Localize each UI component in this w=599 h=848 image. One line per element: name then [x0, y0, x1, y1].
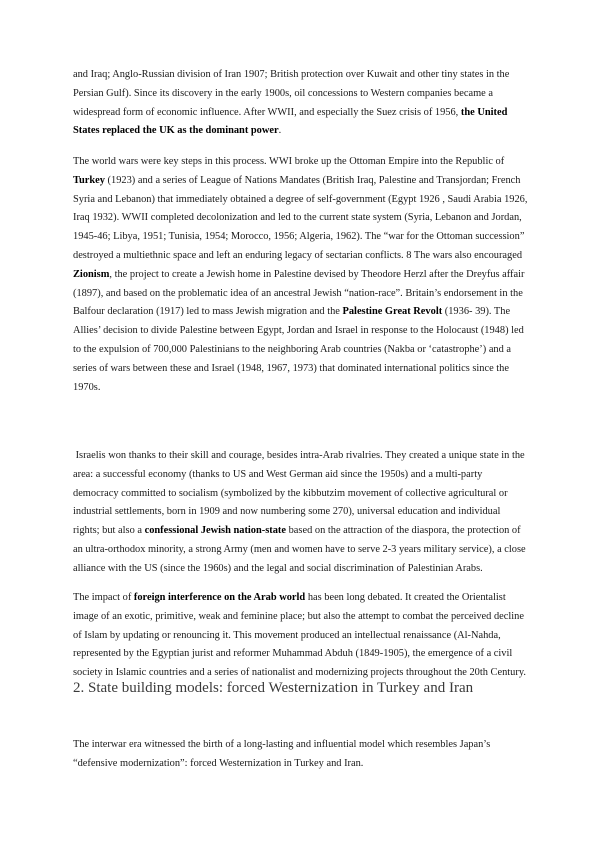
text-run: and Iraq; Anglo-Russian division of Iran 1907; British protection over Kuwait and other tiny states in the Persian Gulf). Since its discovery in the early 1900s, oil concessions to Western companies became a widespread form of economic influence. After WWII, and especially the Suez crisis of 1956,	[73, 69, 510, 118]
paragraph-foreign-interference	[73, 589, 528, 683]
bold-term: the United States replaced the UK as the dominant power	[73, 106, 508, 137]
bold-term: foreign interference on the Arab world	[133, 592, 306, 603]
bold-term: Turkey	[73, 174, 105, 186]
bold-term: confessional Jewish nation-state	[144, 525, 287, 537]
text-run: , the project to create a Jewish home in Palestine devised by Theodore Herzl after the Dreyfus affair (1897), and based on the problematic idea of an ancestral Jewish “nation-race”. Britain’s endorsement in the Balfour declaration (1917) led to mass Jewish migration and the	[73, 268, 525, 318]
text-run: has been long debated. It created the Orientalist image of an exotic, primitive, weak and feminine place; but also the attempt to combat the perceived decline of Islam by updating or renouncing it. This movement produced an intellectual renaissance (Al-Nahda, represented by the Egyptian jurist and reformer Muhammad Abduh (1849-1905), the emergence of a civil society in Islamic countries and a series of nationalist and modernizing projects throughout the 20th Century.	[73, 592, 526, 679]
bold-term: Palestine Great Revolt	[342, 306, 443, 318]
paragraph-world-wars	[73, 153, 528, 397]
text-run: The world wars were key steps in this process. WWI broke up the Ottoman Empire into the Republic of	[73, 156, 505, 167]
text-run: The interwar era witnessed the birth of a long-lasting and influential model which resembles Japan’s “defensive modernization”: forced Westernization in Turkey and Iran.	[73, 739, 491, 769]
paragraph-israel	[73, 447, 528, 579]
bold-term: Zionism	[73, 268, 110, 280]
text-run: (1936- 39). The Allies’ decision to divide Palestine between Egypt, Jordan and Israel in response to the Holocaust (1948) led to the expulsion of 700,000 Palestinians to the neighboring Arab countries (Nakba or ‘catastrophe’) and a series of wars between these and Israel (1948, 1967, 1973) that dominated international politics since the 1970s.	[73, 306, 524, 393]
text-run: (1923) and a series of League of Nations Mandates (British Iraq, Palestine and Transjordan; French Syria and Lebanon) that immediately obtained a degree of self-government (Egypt 1926 , Saudi Arabia 1926, Iraq 1932). WWII completed decolonization and led to the current state system (Syria, Lebanon and Jordan, 1945-46; Libya, 1951; Tunisia, 1954; Morocco, 1956; Algeria, 1962). The “war for the Ottoman succession” destroyed a multiethnic space and left an enduring legacy of sectarian conflicts. 8 The wars also encouraged	[73, 174, 528, 261]
text-run: Israelis won thanks to their skill and courage, besides intra-Arab rivalries. They created a unique state in the area: a successful economy (thanks to US and West German aid since the 1950s) and a multi-party democracy committed to socialism (symbolized by the kibbutzim movement of collective agricultural or industrial settlements, born in 1909 and now numbering some 270), universal education and individual rights; but also a	[73, 450, 525, 537]
text-run: based on the attraction of the diaspora, the protection of an ultra-orthodox minority, a strong Army (men and women have to serve 2-3 years military service), a close alliance with the US (since the 1960s) and the legal and social discrimination of Palestinian Arabs.	[73, 525, 526, 574]
section-heading: 2. State building models: forced Westernization in Turkey and Iran	[73, 680, 474, 696]
text-run: The impact of	[73, 592, 134, 603]
paragraph-oil-concessions	[73, 66, 528, 141]
text-run: .	[278, 125, 282, 137]
paragraph-interwar-era	[73, 736, 528, 774]
